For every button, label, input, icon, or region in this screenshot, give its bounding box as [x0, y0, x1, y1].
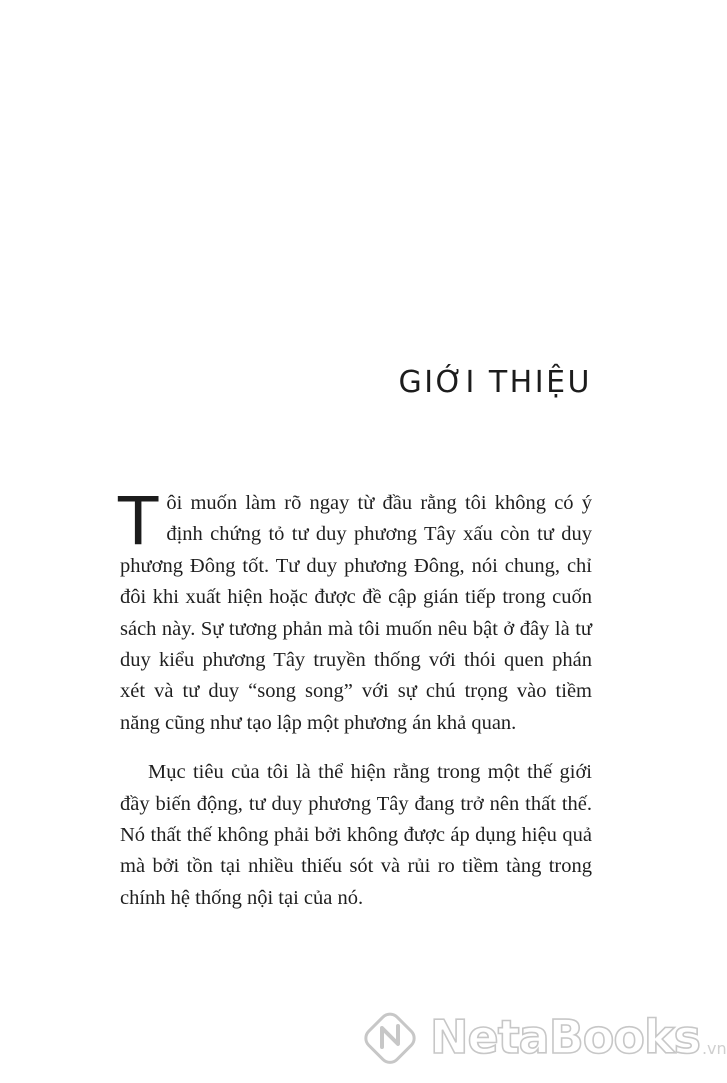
- paragraph-2: [120, 757, 592, 914]
- paragraph-1: [118, 483, 592, 739]
- paragraph-1-text: ôi muốn làm rõ ngay từ đầu rằng tôi không có ý định chứng tỏ tư duy phương Tây xấu còn tư duy phương Đông tốt. Tư duy phương Đông, nói chung, chỉ đôi khi xuất hiện hoặc được đề cập gián tiếp trong cuốn sách này. Sự tương phản mà tôi muốn nêu bật ở đây là tư duy kiểu phương Tây truyền thống với thói quen phán xét và tư duy “song song” với sự chú trọng vào tiềm năng cũng như tạo lập một phương án khả quan.: [120, 492, 592, 734]
- drop-cap: T: [118, 483, 159, 560]
- watermark-brand: NetaBooks: [430, 1010, 700, 1064]
- netabooks-logo-icon: [362, 1006, 424, 1068]
- netabooks-watermark: [362, 1002, 727, 1072]
- watermark-suffix: .vn: [701, 1038, 727, 1058]
- chapter-title: GIỚI THIỆU: [398, 365, 592, 400]
- paragraph-2-text: Mục tiêu của tôi là thể hiện rằng trong một thế giới đầy biến động, tư duy phương Tây đang trở nên thất thế. Nó thất thế không phải bởi không được áp dụng hiệu quả mà bởi tồn tại nhiều thiếu sót và rủi ro tiềm tàng trong chính hệ thống nội tại của nó.: [120, 761, 592, 909]
- body-text: [118, 483, 592, 914]
